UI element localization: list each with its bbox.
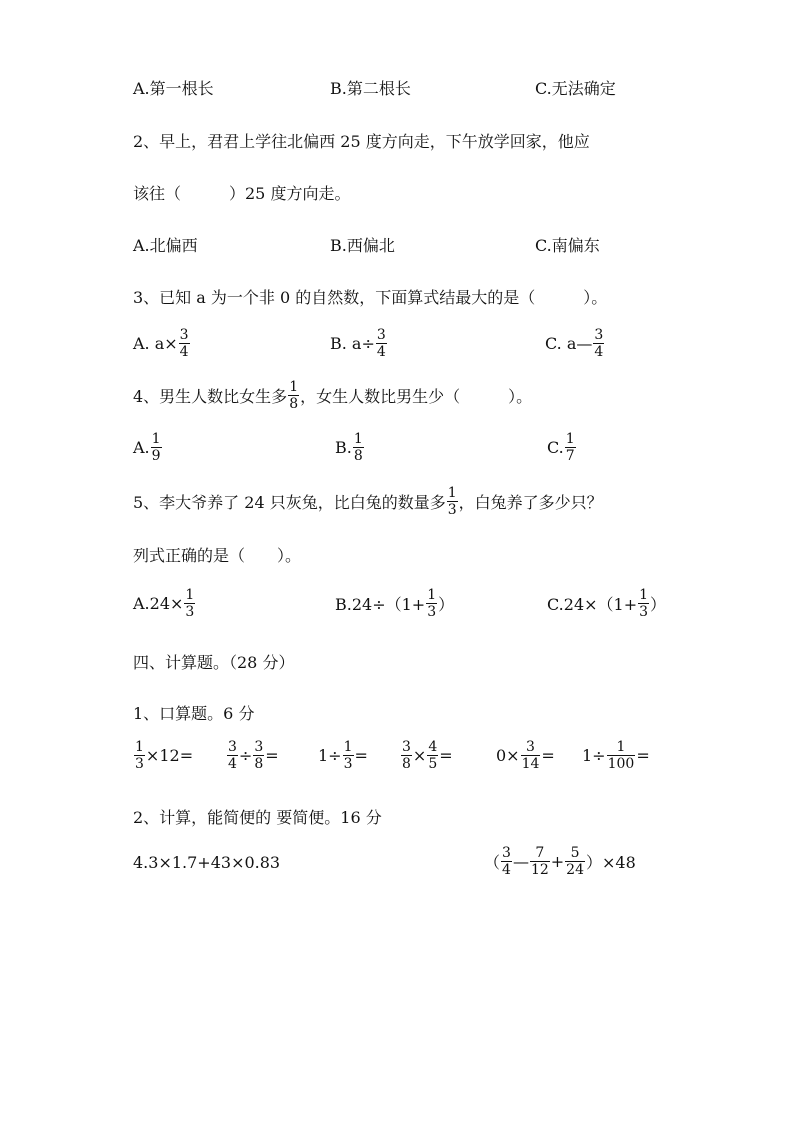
- q2-option-b: B.西偏北: [330, 236, 395, 255]
- q4-option-b: B. $\frac{1}{8}$: [335, 431, 363, 464]
- fraction: $\frac{1}{3}$: [447, 485, 457, 518]
- q3-option-c: [545, 328, 605, 359]
- fraction: $\frac{3}{8}$: [402, 739, 411, 772]
- q3-option-b: [330, 328, 388, 359]
- q1-option-b: B.第二根长: [330, 79, 411, 98]
- fraction: $\frac{3}{4}$: [376, 327, 386, 360]
- fraction: $\frac{7}{12}$: [530, 845, 549, 878]
- q4-option-c: C. $\frac{1}{7}$: [547, 431, 575, 464]
- section-4-title: 四、计算题。（28 分）: [133, 653, 295, 672]
- fraction: $\frac{3}{4}$: [228, 739, 237, 772]
- oral-item: $\frac{3}{8}$ × $\frac{4}{5}$ =: [402, 739, 453, 772]
- fraction: $\frac{1}{3}$: [427, 587, 437, 620]
- fraction: $\frac{3}{8}$: [254, 739, 264, 772]
- q5-line1: 5、李大爷养了 24 只灰兔，比白兔的数量多 $\frac{1}{3}$ ，白兔养了多少只？: [133, 485, 603, 518]
- fraction: $\frac{1}{3}$: [639, 587, 649, 620]
- oral-items-row: [0, 740, 794, 788]
- calc-expr-1: 4.3×1.7+43×0.83: [133, 853, 281, 872]
- fraction: $\frac{1}{3}$: [343, 739, 353, 772]
- fraction: $\frac{3}{4}$: [179, 327, 189, 360]
- calc-title: 2、计算，能简便的 要简便。16 分: [133, 808, 382, 827]
- q3-option-b-prefix: B. a÷: [330, 334, 375, 353]
- fraction: $\frac{3}{4}$: [594, 327, 604, 360]
- q3-option-a-prefix: A. a×: [133, 334, 178, 353]
- q2-option-c: C.南偏东: [535, 236, 600, 255]
- fraction: $\frac{1}{8}$: [353, 431, 363, 464]
- oral-item: 1÷ $\frac{1}{3}$ =: [318, 739, 368, 772]
- oral-item: 1÷ $\frac{1}{100}$ =: [582, 739, 650, 772]
- q2-option-a: A.北偏西: [133, 236, 198, 255]
- fraction: $\frac{1}{3}$: [135, 739, 144, 772]
- q2-line2: 该往（ ）25 度方向走。: [133, 184, 351, 203]
- q4-option-a: A. $\frac{1}{9}$: [133, 431, 161, 464]
- fraction: $\frac{1}{100}$: [607, 739, 635, 772]
- fraction: $\frac{1}{8}$: [289, 379, 299, 412]
- q4-text: 4、男生人数比女生多 $\frac{1}{8}$ ，女生人数比男生少（ ）。: [133, 379, 533, 412]
- q5-option-b: B.24÷（1+ $\frac{1}{3}$ ）: [335, 587, 455, 620]
- q5-option-a: A.24× $\frac{1}{3}$: [133, 587, 195, 620]
- q3-text: 3、已知 a 为一个非 0 的自然数，下面算式结最大的是（ ）。: [133, 288, 608, 307]
- fraction: $\frac{1}{3}$: [185, 587, 195, 620]
- fraction: $\frac{3}{14}$: [521, 739, 540, 772]
- q1-option-a: A.第一根长: [133, 79, 214, 98]
- q5-option-c: C.24×（1+ $\frac{1}{3}$ ）: [547, 587, 667, 620]
- q3-option-c-prefix: C. a—: [545, 334, 593, 353]
- fraction: $\frac{3}{4}$: [502, 845, 511, 878]
- oral-title: 1、口算题。6 分: [133, 704, 255, 723]
- fraction: $\frac{5}{24}$: [566, 845, 584, 878]
- fraction: $\frac{4}{5}$: [428, 739, 438, 772]
- q3-option-a: [133, 328, 191, 359]
- q2-line1: 2、早上，君君上学往北偏西 25 度方向走，下午放学回家，他应: [133, 132, 590, 151]
- calc-expr-2: （ $\frac{3}{4}$ — $\frac{7}{12}$ + $\frac{5}{24}$ ）×48: [484, 845, 636, 878]
- oral-item: 0× $\frac{3}{14}$ =: [496, 739, 555, 772]
- q1-option-c: C.无法确定: [535, 79, 616, 98]
- q5-line2: 列式正确的是（ ）。: [133, 546, 302, 565]
- oral-item: $\frac{1}{3}$ ×12=: [135, 739, 194, 772]
- fraction: $\frac{1}{7}$: [565, 431, 575, 464]
- fraction: $\frac{1}{9}$: [151, 431, 161, 464]
- oral-item: $\frac{3}{4}$ ÷ $\frac{3}{8}$ =: [228, 739, 279, 772]
